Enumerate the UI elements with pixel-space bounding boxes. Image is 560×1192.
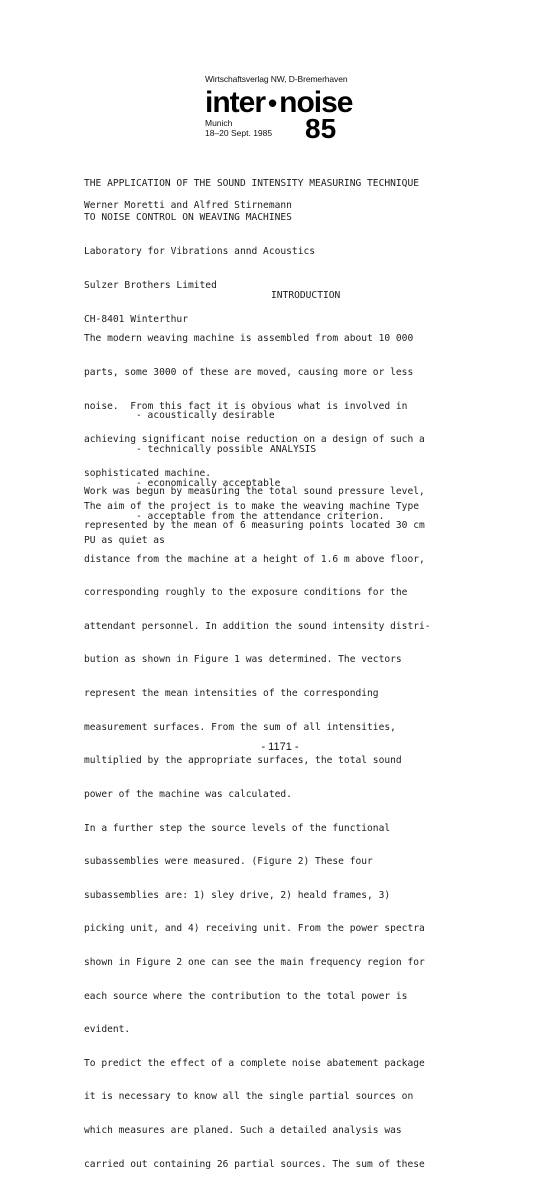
text-line: distance from the machine at a height of 1.6 m above floor, bbox=[84, 553, 425, 565]
list-item: - economically acceptable bbox=[136, 477, 281, 489]
publisher-line: Wirtschaftsverlag NW, D-Bremerhaven bbox=[205, 74, 348, 84]
text-line: achieving significant noise reduction on a design of such a bbox=[84, 434, 425, 446]
text-line: each source where the contribution to the total power is bbox=[84, 990, 408, 1002]
text-line: attendant personnel. In addition the sound intensity distri- bbox=[84, 620, 431, 632]
text-line: noise. From this fact it is obvious what is involved in bbox=[84, 400, 408, 412]
author-names: Werner Moretti and Alfred Stirnemann bbox=[84, 200, 292, 211]
event-details bbox=[205, 113, 375, 148]
conference-masthead bbox=[205, 74, 375, 148]
text-line: The modern weaving machine is assembled from about 10 000 bbox=[84, 333, 414, 345]
logo-word-noise: noise bbox=[279, 86, 353, 119]
text-line: The aim of the project is to make the weaving machine Type bbox=[84, 501, 420, 513]
text-line: shown in Figure 2 one can see the main frequency region for bbox=[84, 956, 425, 968]
event-place: Munich bbox=[205, 118, 233, 128]
title-line: TO NOISE CONTROL ON WEAVING MACHINES bbox=[84, 212, 292, 224]
list-item: - technically possible bbox=[136, 444, 264, 456]
list-item: - acoustically desirable bbox=[136, 410, 275, 422]
section-heading-introduction: INTRODUCTION bbox=[271, 290, 341, 301]
text-line: Work was begun by measuring the total sound pressure level, bbox=[84, 486, 425, 498]
page-number: - 1171 - bbox=[261, 741, 299, 753]
list-item: - acceptable from the attendance criterion. bbox=[136, 511, 385, 523]
section-heading-analysis: ANALYSIS bbox=[270, 444, 317, 455]
text-line: PU as quiet as bbox=[84, 535, 165, 547]
text-line: represent the mean intensities of the corresponding bbox=[84, 688, 379, 700]
text-line: carried out containing 26 partial sources. The sum of these bbox=[84, 1158, 425, 1170]
affiliation-line: Laboratory for Vibrations annd Acoustics bbox=[84, 246, 316, 258]
text-line: picking unit, and 4) receiving unit. From the power spectra bbox=[84, 923, 425, 935]
affiliation-line: Sulzer Brothers Limited bbox=[84, 280, 217, 292]
text-line: which measures are planed. Such a detailed analysis was bbox=[84, 1124, 402, 1136]
logo-dot: • bbox=[268, 88, 277, 118]
affiliation-line: CH-8401 Winterthur bbox=[84, 313, 188, 325]
text-line: In a further step the source levels of the functional bbox=[84, 822, 391, 834]
text-line: evident. bbox=[84, 1024, 131, 1036]
text-line: measurement surfaces. From the sum of all intensities, bbox=[84, 721, 396, 733]
text-line: subassemblies are: 1) sley drive, 2) heald frames, 3) bbox=[84, 889, 391, 901]
text-line: parts, some 3000 of these are moved, causing more or less bbox=[84, 367, 414, 379]
text-line: sophisticated machine. bbox=[84, 467, 212, 479]
text-line: To predict the effect of a complete noise abatement package bbox=[84, 1057, 425, 1069]
text-line: power of the machine was calculated. bbox=[84, 788, 292, 800]
text-line: subassemblies were measured. (Figure 2) These four bbox=[84, 856, 373, 868]
title-line: THE APPLICATION OF THE SOUND INTENSITY MEASURING TECHNIQUE bbox=[84, 178, 420, 190]
event-year: 85 bbox=[305, 113, 337, 144]
analysis-text bbox=[84, 464, 431, 1192]
text-line: represented by the mean of 6 measuring points located 30 cm bbox=[84, 520, 425, 532]
event-dates: 18–20 Sept. 1985 bbox=[205, 128, 273, 138]
text-line: corresponding roughly to the exposure conditions for the bbox=[84, 587, 408, 599]
conference-logo bbox=[205, 88, 375, 118]
text-line: bution as shown in Figure 1 was determined. The vectors bbox=[84, 654, 402, 666]
text-line: it is necessary to know all the single partial sources on bbox=[84, 1091, 414, 1103]
text-line: multiplied by the appropriate surfaces, the total sound bbox=[84, 755, 402, 767]
logo-word-inter: inter bbox=[205, 86, 266, 119]
